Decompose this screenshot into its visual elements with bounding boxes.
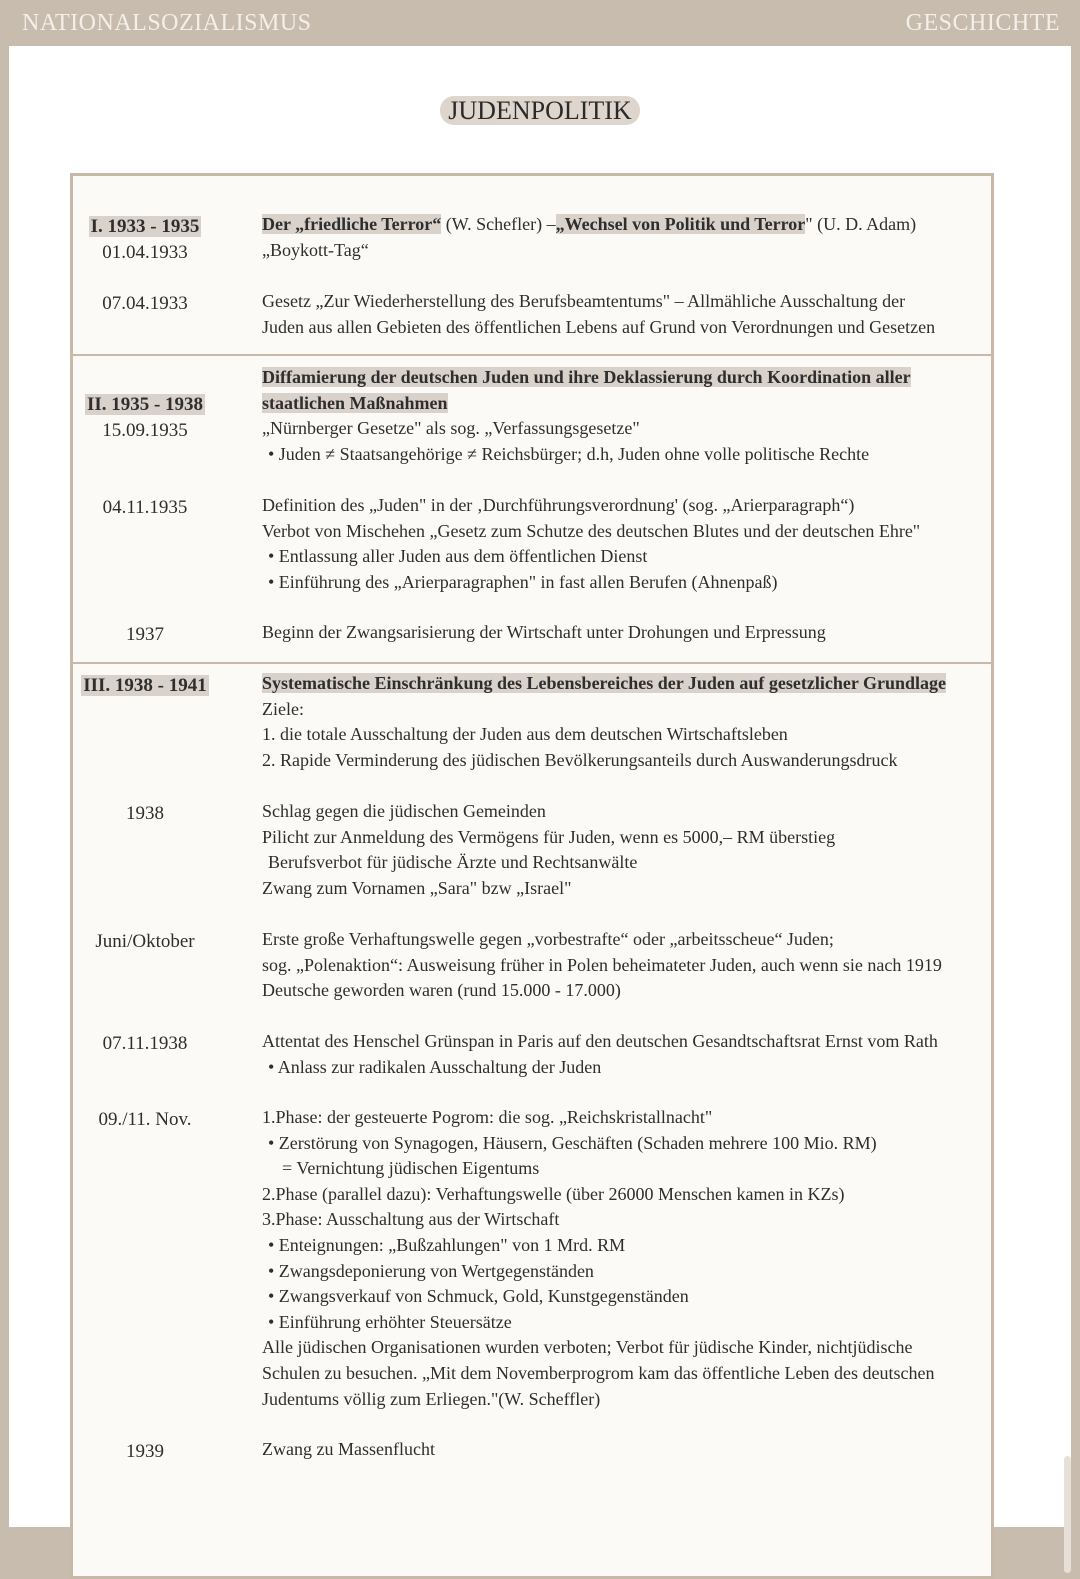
entry-text: „Nürnberger Gesetze" als sog. „Verfassungsgesetze" • Juden ≠ Staatsangehörige ≠ Reichsbürger; d.h, Juden ohne volle politische Rechte <box>262 418 870 464</box>
date-label: 1937 <box>126 624 164 645</box>
period-label: III. 1938 - 1941 <box>83 675 207 696</box>
entry-text: 1.Phase: der gesteuerte Pogrom: die sog. „Reichskristallnacht" • Zerstörung von Synagogen, Häusern, Geschäften (Schaden mehrere 100 Mio. RM) = Vernichtung jüdischen Eigentums 2.Phase (parallel dazu): Verhaftungswelle (über 26000 Menschen kamen in KZs) 3.Phase: Ausschaltung aus der Wirtschaft • Enteignungen: „Bußzahlungen" von 1 Mrd. RM • Zwangsdeponierung von Wertgegenständen • Zwangsverkauf von Schmuck, Gold, Kunstgegenständen • Einführung erhöhter Steuersätze Alle jüdischen Organisationen wurden verboten; Verbot für jüdische Kinder, nichtjüdische Schulen zu besuchen. „Mit dem Novemberprogrom kam das öffentliche Leben des deutschen Judentums völlig zum Erliegen."(W. Scheffler) <box>262 1107 935 1409</box>
entry-text: Zwang zu Massenflucht <box>262 1439 435 1459</box>
date-label: 04.11.1935 <box>102 497 188 518</box>
entry-text: Attentat des Henschel Grünspan in Paris auf den deutschen Gesandtschaftsrat Ernst vom Rath • Anlass zur radikalen Ausschaltung der Juden <box>262 1031 938 1077</box>
header-subject-left: NATIONALSOZIALISMUS <box>22 10 312 36</box>
period-label: I. 1933 - 1935 <box>90 216 200 237</box>
date-label: 07.11.1938 <box>102 1033 188 1054</box>
date-label: 09./11. Nov. <box>98 1109 192 1130</box>
entry-text: Gesetz „Zur Wiederherstellung des Berufsbeamtentums" – Allmähliche Ausschaltung der Juden aus allen Gebieten des öffentlichen Lebens auf Grund von Verordnungen und Gesetzen <box>262 291 936 337</box>
date-label: Juni/Oktober <box>95 931 195 952</box>
entry-text: Erste große Verhaftungswelle gegen „vorbestrafte“ oder „arbeitsscheue“ Juden; sog. „Polenaktion“: Ausweisung früher in Polen beheimateter Juden, auch wenn sie nach 1919 Deutsche geworden waren (rund 15.000 - 17.000) <box>262 929 942 1001</box>
section-divider <box>70 354 991 356</box>
entry-text: Schlag gegen die jüdischen Gemeinden Pilicht zur Anmeldung des Vermögens für Juden, wenn es 5000,– RM überstieg Berufsverbot für jüdische Ärzte und Rechtsanwälte Zwang zum Vornamen „Sara" bzw „Israel" <box>262 801 836 898</box>
date-label: 1939 <box>126 1441 164 1462</box>
date-label: 1938 <box>126 803 164 824</box>
section-divider <box>70 662 991 664</box>
date-label: 07.04.1933 <box>102 293 188 314</box>
header-subject-right: GESCHICHTE <box>905 10 1060 36</box>
entry-text: Der „friedliche Terror“ (W. Schefler) –„Wechsel von Politik und Terror" (U. D. Adam) „Boykott-Tag“ <box>262 214 917 260</box>
scrollbar[interactable] <box>1064 1456 1071 1573</box>
section-heading: Systematische Einschränkung des Lebensbereiches der Juden auf gesetzlicher Grundlage Ziele: 1. die totale Ausschaltung der Juden aus dem deutschen Wirtschaftsleben 2. Rapide Verminderung des jüdischen Bevölkerungsanteils durch Auswanderungsdruck <box>262 673 947 770</box>
page-title: JUDENPOLITIK <box>0 96 1080 126</box>
entry-text: Definition des „Juden" in der ‚Durchführungsverordnung' (sog. „Arierparagraph“) Verbot von Mischehen „Gesetz zum Schutze des deutschen Blutes und der deutschen Ehre" • Entlassung aller Juden aus dem öffentlichen Dienst • Einführung des „Arierparagraphen" in fast allen Berufen (Ahnenpaß) <box>262 495 921 592</box>
date-label: 01.04.1933 <box>102 242 188 263</box>
period-label: II. 1935 - 1938 <box>86 394 204 415</box>
section-heading: Diffamierung der deutschen Juden und ihre Deklassierung durch Koordination aller staatlichen Maßnahmen <box>262 367 911 413</box>
entry-text: Beginn der Zwangsarisierung der Wirtschaft unter Drohungen und Erpressung <box>262 622 826 642</box>
date-label: 15.09.1935 <box>102 420 188 441</box>
